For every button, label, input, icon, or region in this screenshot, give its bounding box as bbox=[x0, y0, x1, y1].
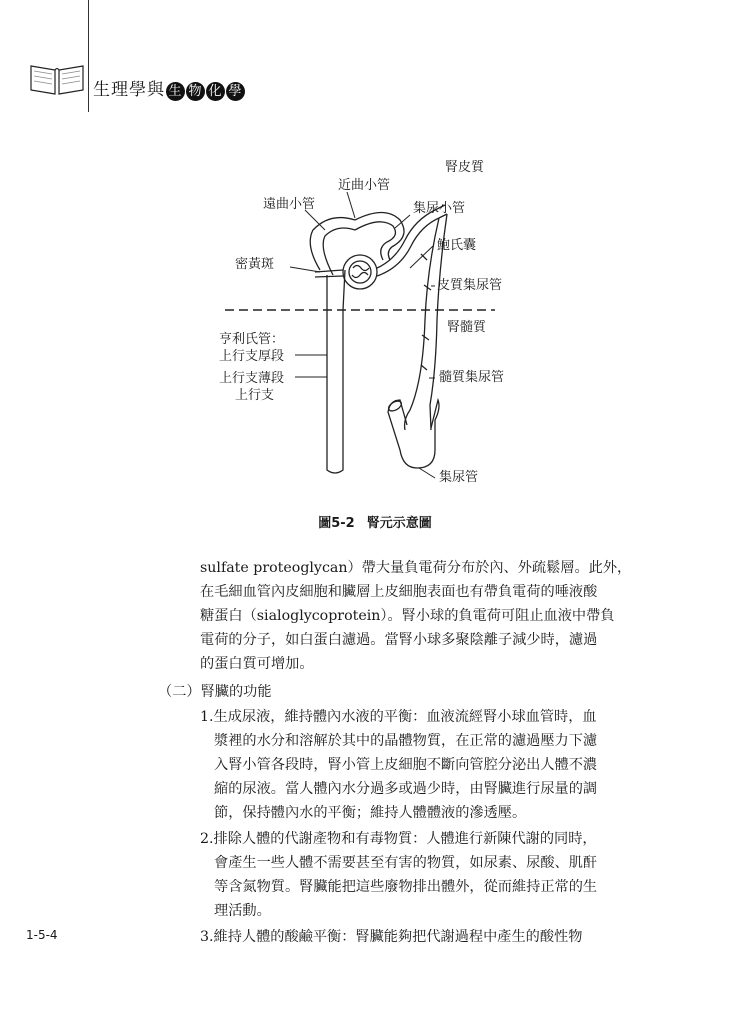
text-line: 入腎小管各段時，腎小管上皮細胞不斷向管腔分泌出人體不濃 bbox=[214, 757, 598, 773]
text-line: 1.生成尿液，維持體內水液的平衡：血液流經腎小球血管時，血 bbox=[200, 709, 597, 725]
label-ascending-limb: 上行支 bbox=[235, 388, 275, 403]
text-line: 理活動。 bbox=[214, 903, 271, 919]
text-line: 在毛細血管內皮細胞和臟層上皮細胞表面也有帶負電荷的唾液酸 bbox=[200, 584, 598, 600]
text-line: 節，保持體內水的平衡；維持人體體液的滲透壓。 bbox=[214, 805, 527, 821]
text-line: sulfate proteoglycan）帶大量負電荷分布於內、外疏鬆層。此外， bbox=[200, 560, 632, 576]
section-heading: （二）腎臟的功能 bbox=[158, 684, 272, 700]
label-thick-ascending-limb: 上行支厚段 bbox=[219, 349, 285, 364]
text-line: 等含氮物質。腎臟能把這些廢物排出體外，從而維持正常的生 bbox=[214, 879, 598, 895]
list-item-waste-excretion bbox=[200, 827, 597, 923]
label-medullary-collecting-duct: 髓質集尿管 bbox=[439, 370, 505, 385]
header-circled-char: 學 bbox=[226, 82, 245, 101]
text-line: 2.排除人體的代謝產物和有毒物質：人體進行新陳代謝的同時， bbox=[200, 831, 597, 847]
label-henle-loop: 亨利氏管： bbox=[219, 332, 285, 347]
text-line: 的蛋白質可增加。 bbox=[200, 656, 314, 672]
text-line: 糖蛋白（sialoglycoprotein）。腎小球的負電荷可阻止血液中帶負 bbox=[200, 608, 615, 624]
text-line: 漿裡的水分和溶解於其中的晶體物質，在正常的濾過壓力下濾 bbox=[214, 733, 598, 749]
label-cortical-collecting-duct: 皮質集尿管 bbox=[437, 278, 503, 293]
label-renal-cortex: 腎皮質 bbox=[445, 160, 485, 175]
label-macula-densa: 密黃斑 bbox=[235, 257, 275, 272]
label-distal-tubule: 遠曲小管 bbox=[263, 197, 316, 212]
list-item-urine-formation bbox=[200, 705, 597, 825]
label-collecting-duct: 集尿管 bbox=[439, 470, 479, 485]
nephron-diagram bbox=[195, 150, 535, 490]
label-renal-medulla: 腎髓質 bbox=[447, 320, 487, 335]
header-title-text: 生理學與 bbox=[93, 80, 165, 100]
page-number: 1-5-4 bbox=[26, 928, 58, 942]
paragraph-glomerular-charge bbox=[200, 556, 631, 676]
label-collecting-tubule: 集尿小管 bbox=[413, 201, 466, 216]
label-proximal-tubule: 近曲小管 bbox=[338, 178, 391, 193]
running-header-title bbox=[93, 75, 245, 101]
henle-loop bbox=[327, 270, 345, 473]
header-circled-char: 生 bbox=[166, 82, 185, 101]
list-item-acid-base bbox=[200, 925, 582, 949]
open-book-icon bbox=[28, 60, 86, 96]
figure-caption bbox=[0, 512, 750, 531]
header-circled-char: 物 bbox=[186, 82, 205, 101]
figure-number: 圖5-2 bbox=[318, 516, 355, 531]
header-divider-line bbox=[88, 0, 89, 112]
label-bowman-capsule: 鮑氏囊 bbox=[437, 238, 477, 253]
header-circled-char: 化 bbox=[206, 82, 225, 101]
bowman-capsule bbox=[343, 255, 377, 289]
text-line: 電荷的分子，如白蛋白濾過。當腎小球多聚陰離子減少時，濾過 bbox=[200, 632, 598, 648]
text-line: 3.維持人體的酸鹼平衡：腎臟能夠把代謝過程中產生的酸性物 bbox=[200, 929, 583, 945]
text-line: 縮的尿液。當人體內水分過多或過少時，由腎臟進行尿量的調 bbox=[214, 781, 598, 797]
text-line: 會產生一些人體不需要甚至有害的物質，如尿素、尿酸、肌酐 bbox=[214, 855, 598, 871]
collecting-duct bbox=[405, 218, 439, 430]
label-thin-ascending-limb: 上行支薄段 bbox=[219, 371, 285, 386]
figure-caption-text: 腎元示意圖 bbox=[366, 516, 432, 531]
